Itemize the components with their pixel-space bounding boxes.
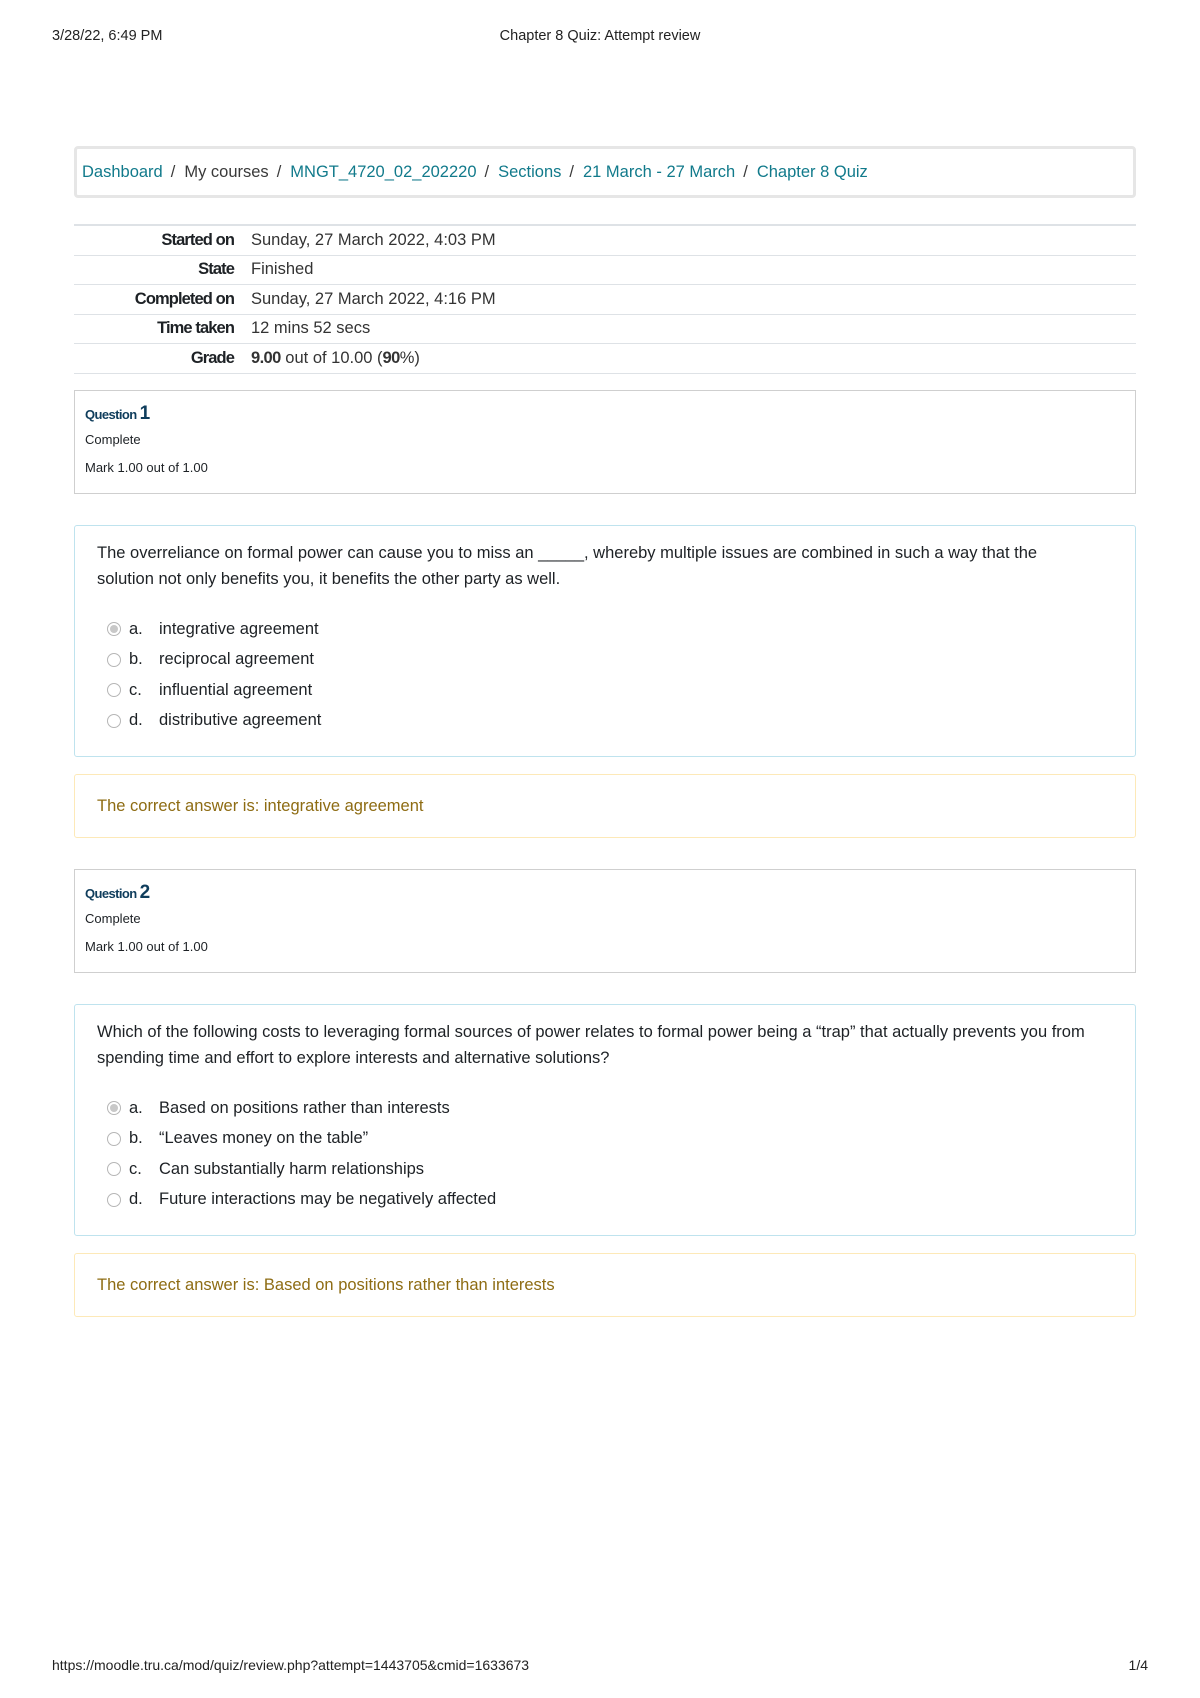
radio-selected-icon[interactable] <box>107 622 121 636</box>
grade-score: 9.00 <box>251 348 281 367</box>
summary-row-state <box>74 256 1136 286</box>
question-label: Question <box>85 407 140 422</box>
state-label: State <box>198 260 234 279</box>
answer-option-d[interactable] <box>107 706 1113 737</box>
answer-text: Future interactions may be negatively affected <box>159 1190 497 1209</box>
breadcrumb-separator: / <box>170 162 176 181</box>
time-taken-label: Time taken <box>157 319 234 338</box>
started-label: Started on <box>161 230 234 249</box>
answer-list <box>97 614 1113 736</box>
summary-row-time <box>74 315 1136 345</box>
question-number <box>85 403 1125 425</box>
breadcrumb-quiz-link[interactable]: Chapter 8 Quiz <box>756 162 868 181</box>
time-taken-value: 12 mins 52 secs <box>251 319 371 338</box>
grade-label: Grade <box>190 348 234 367</box>
answer-list <box>97 1093 1113 1215</box>
answer-text: integrative agreement <box>159 619 319 638</box>
answer-option-a[interactable] <box>107 614 1113 645</box>
breadcrumb-sections-link[interactable]: Sections <box>498 162 562 181</box>
answer-text: distributive agreement <box>159 711 322 730</box>
grade-percent-suffix: %) <box>399 348 420 367</box>
answer-text: “Leaves money on the table” <box>159 1129 369 1148</box>
question-number-value: 2 <box>139 882 151 903</box>
answer-letter: a. <box>129 619 143 638</box>
question-formulation-1 <box>74 525 1136 757</box>
radio-icon[interactable] <box>107 1162 121 1176</box>
correct-answer-feedback-1: The correct answer is: integrative agreement <box>74 774 1136 838</box>
question-info-2 <box>74 869 1136 973</box>
answer-letter: d. <box>129 711 143 730</box>
answer-text: Can substantially harm relationships <box>159 1159 425 1178</box>
answer-letter: c. <box>129 680 142 699</box>
answer-option-c[interactable] <box>107 675 1113 706</box>
question-text: Which of the following costs to leveraging formal sources of power relates to formal power being a “trap” that actually prevents you from spending time and effort to explore interests and alternative solutions? <box>97 1023 1085 1067</box>
question-label: Question <box>85 886 140 901</box>
summary-row-started <box>74 226 1136 256</box>
print-url: https://moodle.tru.ca/mod/quiz/review.php?attempt=1443705&cmid=1633673 <box>52 1657 530 1673</box>
breadcrumb-separator: / <box>569 162 574 181</box>
breadcrumb-separator: / <box>276 162 282 181</box>
answer-option-d[interactable] <box>107 1185 1113 1216</box>
question-mark: Mark 1.00 out of 1.00 <box>85 939 208 954</box>
radio-selected-icon[interactable] <box>107 1101 121 1115</box>
question-text: The overreliance on formal power can cause you to miss an _____, whereby multiple issues are combined in such a way that the solution not only benefits you, it benefits the other party as well. <box>97 544 1038 588</box>
breadcrumb <box>74 146 1136 198</box>
question-mark: Mark 1.00 out of 1.00 <box>85 460 208 475</box>
completed-value: Sunday, 27 March 2022, 4:16 PM <box>251 289 496 308</box>
answer-option-c[interactable] <box>107 1154 1113 1185</box>
started-value: Sunday, 27 March 2022, 4:03 PM <box>251 230 496 249</box>
answer-text: Based on positions rather than interests <box>159 1098 450 1117</box>
radio-icon[interactable] <box>107 683 121 697</box>
question-state: Complete <box>85 911 141 926</box>
breadcrumb-separator: / <box>484 162 490 181</box>
radio-icon[interactable] <box>107 714 121 728</box>
attempt-summary-table <box>74 224 1136 374</box>
radio-icon[interactable] <box>107 1193 121 1207</box>
breadcrumb-separator: / <box>743 162 748 181</box>
state-value: Finished <box>251 260 314 279</box>
answer-letter: b. <box>129 1129 143 1148</box>
question-number-value: 1 <box>139 403 151 424</box>
summary-row-grade <box>74 344 1136 374</box>
answer-letter: a. <box>129 1098 143 1117</box>
breadcrumb-dashboard-link[interactable]: Dashboard <box>82 162 163 181</box>
completed-label: Completed on <box>134 289 234 308</box>
print-datetime: 3/28/22, 6:49 PM <box>52 28 163 44</box>
question-number <box>85 882 1125 904</box>
grade-percent: 90 <box>382 348 400 367</box>
answer-option-b[interactable] <box>107 1124 1113 1155</box>
breadcrumb-my-courses: My courses <box>184 162 269 181</box>
answer-text: reciprocal agreement <box>159 650 314 669</box>
answer-letter: b. <box>129 650 143 669</box>
answer-option-a[interactable] <box>107 1093 1113 1124</box>
radio-icon[interactable] <box>107 1132 121 1146</box>
answer-option-b[interactable] <box>107 645 1113 676</box>
summary-row-completed <box>74 285 1136 315</box>
grade-value <box>242 349 420 368</box>
answer-text: influential agreement <box>159 680 313 699</box>
question-formulation-2 <box>74 1004 1136 1236</box>
print-page-number: 1/4 <box>1128 1657 1148 1673</box>
print-header <box>52 28 1148 48</box>
print-title: Chapter 8 Quiz: Attempt review <box>499 28 701 44</box>
answer-letter: c. <box>129 1159 142 1178</box>
question-state: Complete <box>85 432 141 447</box>
question-info-1 <box>74 390 1136 494</box>
answer-letter: d. <box>129 1190 143 1209</box>
breadcrumb-course-link[interactable]: MNGT_4720_02_202220 <box>290 162 477 181</box>
breadcrumb-week-link[interactable]: 21 March - 27 March <box>583 162 736 181</box>
radio-icon[interactable] <box>107 653 121 667</box>
correct-answer-feedback-2: The correct answer is: Based on positions rather than interests <box>74 1253 1136 1317</box>
print-footer <box>52 1657 1148 1677</box>
grade-out-of: out of 10.00 ( <box>280 348 383 367</box>
